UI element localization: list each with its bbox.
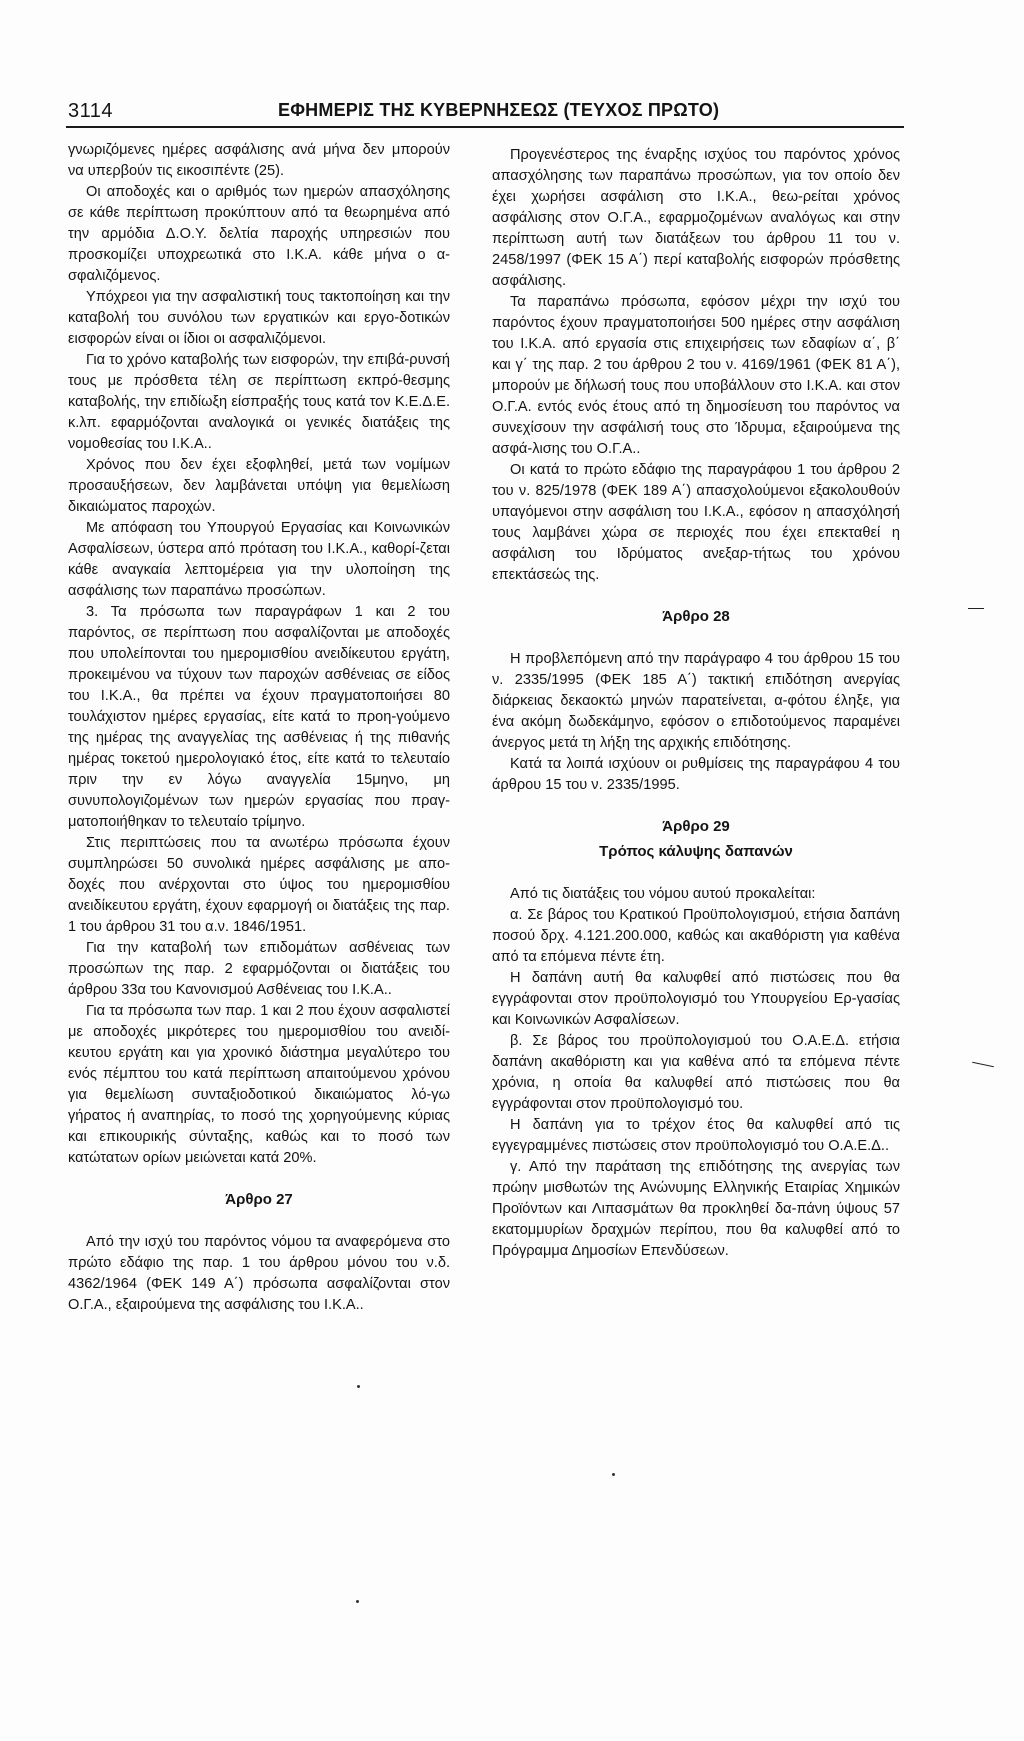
- paragraph: Η δαπάνη αυτή θα καλυφθεί από πιστώσεις που θα εγγράφονται στον προϋπολογισμό του Υπουργείου Ερ-γασίας και Κοινωνικών Ασφαλίσεων.: [492, 970, 900, 1028]
- paragraph: Με απόφαση του Υπουργού Εργασίας και Κοινωνικών Ασφαλίσεων, ύστερα από πρόταση του Ι.Κ.Α., καθορί-ζεται κάθε αναγκαία λεπτομέρεια για την υλοποίηση της ασφάλισης των παραπάνω προσώπων.: [68, 520, 450, 599]
- header-rule: [66, 126, 904, 128]
- margin-mark: [968, 608, 984, 609]
- article-27-heading: Άρθρο 27: [225, 1191, 293, 1208]
- page-number: 3114: [68, 100, 114, 122]
- article-28-heading: Άρθρο 28: [662, 608, 730, 625]
- paragraph: Οι αποδοχές και ο αριθμός των ημερών απασχόλησης σε κάθε περίπτωση προκύπτουν από τα θεωρημένα από την αρμόδια Δ.Ο.Υ. δελτία παροχής υπηρεσιών που προσκομίζει υποχρεωτικά στο Ι.Κ.Α. κάθε μήνα ο α-σφαλιζόμενος.: [68, 184, 450, 284]
- paragraph: Από την ισχύ του παρόντος νόμου τα αναφερόμενα στο πρώτο εδάφιο της παρ. 1 του άρθρου μόνου του ν.δ. 4362/1964 (ΦΕΚ 149 Α΄) πρόσωπα ασφαλίζονται στον Ο.Γ.Α., εξαιρούμενα της ασφάλισης του Ι.Κ.Α..: [68, 1234, 450, 1313]
- paragraph: γ. Από την παράταση της επιδότησης της ανεργίας των πρώην μισθωτών της Ανώνυμης Ελληνικής Εταιρίας Χημικών Προϊόντων και Λιπασμάτων θα προκληθεί δα-πάνη ύψους 57 εκατομμυρίων δραχμών περίπου, που θα καλυφθεί από το Πρόγραμμα Δημοσίων Επενδύσεων.: [492, 1159, 900, 1259]
- paragraph: Τα παραπάνω πρόσωπα, εφόσον μέχρι την ισχύ του παρόντος έχουν πραγματοποιήσει 500 ημέρες στην ασφάλιση του Ι.Κ.Α. από εργασία στις επιχειρήσεις των εδαφίων α΄, β΄ και γ΄ της παρ. 2 του άρθρου 2 του ν. 4169/1961 (ΦΕΚ 81 Α΄), μπορούν με δήλωσή τους που υποβάλλουν στο Ι.Κ.Α. και στον Ο.Γ.Α. εντός ενός έτους από τη δημοσίευση του παρόντος να συνεχίσουν την ασφάλισή τους στο Ίδρυμα, εξαιρούμενα της ασφά-λισης του Ο.Γ.Α..: [492, 294, 900, 457]
- paragraph: Υπόχρεοι για την ασφαλιστική τους τακτοποίηση και την καταβολή του συνόλου των εργατικών και εργο-δοτικών εισφορών είναι οι ίδιοι οι ασφαλιζόμενοι.: [68, 289, 450, 347]
- page-header: [68, 100, 900, 126]
- paragraph: Για τα πρόσωπα των παρ. 1 και 2 που έχουν ασφαλιστεί με αποδοχές μικρότερες του ημερομισθίου του ανειδί-κευτου εργάτη και για χρονικό διάστημα μεγαλύτερο του ενός πέμπτου του κατά περίπτωση απαιτούμενου χρόνου για θεμελίωση συνταξιοδοτικού δικαιώματος λό-γω γήρατος ή αναπηρίας, το ποσό της χορηγούμενης κύριας και επικουρικής σύνταξης, καθώς και το ποσό των κατώτατων ορίων μειώνεται κατά 20%.: [68, 1003, 450, 1166]
- article-29-title: Τρόπος κάλυψης δαπανών: [599, 843, 793, 860]
- right-column: [492, 145, 900, 1262]
- left-column: [68, 140, 450, 1316]
- running-title: ΕΦΗΜΕΡΙΣ ΤΗΣ ΚΥΒΕΡΝΗΣΕΩΣ (ΤΕΥΧΟΣ ΠΡΩΤΟ): [278, 100, 720, 120]
- paragraph: Για το χρόνο καταβολής των εισφορών, την επιβά-ρυνσή τους με πρόσθετα τέλη σε περίπτωση εκπρό-θεσμης καταβολής, την επιδίωξη είσπραξής τους κατά τον Κ.Ε.Δ.Ε. κ.λπ. εφαρμόζονται αναλογικά οι γενικές διατάξεις της νομοθεσίας του Ι.Κ.Α..: [68, 352, 450, 452]
- scan-speck: [357, 1385, 360, 1388]
- paragraph: γνωριζόμενες ημέρες ασφάλισης ανά μήνα δεν μπορούν να υπερβούν τις εικοσιπέντε (25).: [68, 142, 450, 179]
- paragraph: Κατά τα λοιπά ισχύουν οι ρυθμίσεις της παραγράφου 4 του άρθρου 15 του ν. 2335/1995.: [492, 756, 900, 793]
- paragraph: β. Σε βάρος του προϋπολογισμού του Ο.Α.Ε.Δ. ετήσια δαπάνη ακαθόριστη και για καθένα από τα επόμενα πέντε χρόνια, η οποία θα καλυφθεί από πιστώσεις που θα εγγράφονται στον προϋπολογισμό του.: [492, 1033, 900, 1112]
- paragraph: Η δαπάνη για το τρέχον έτος θα καλυφθεί από τις εγγεγραμμένες πιστώσεις στον προϋπολογισμό του Ο.Α.Ε.Δ..: [492, 1117, 900, 1154]
- scan-speck: [356, 1600, 359, 1603]
- paragraph: Οι κατά το πρώτο εδάφιο της παραγράφου 1 του άρθρου 2 του ν. 825/1978 (ΦΕΚ 189 Α΄) απασχολούμενοι εξακολουθούν υπαγόμενοι στην ασφάλιση του Ι.Κ.Α., εφόσον η απασχόλησή τους λαμβάνει χώρα σε περιοχές που έχει επεκταθεί η ασφάλιση του Ιδρύματος ανεξαρ-τήτως του χρόνου επεκτάσεώς της.: [492, 462, 900, 583]
- scan-speck: [612, 1473, 615, 1476]
- paragraph: Από τις διατάξεις του νόμου αυτού προκαλείται:: [510, 886, 816, 902]
- article-29-heading: Άρθρο 29: [662, 818, 730, 835]
- paragraph: Χρόνος που δεν έχει εξοφληθεί, μετά των νομίμων προσαυξήσεων, δεν λαμβάνεται υπόψη για θεμελίωση δικαιώματος παροχών.: [68, 457, 450, 515]
- paragraph: Η προβλεπόμενη από την παράγραφο 4 του άρθρου 15 του ν. 2335/1995 (ΦΕΚ 185 Α΄) τακτική επιδότηση ανεργίας διάρκειας δεκαοκτώ μηνών παρατείνεται, α-φότου έληξε, για ένα ακόμη δωδεκάμηνο, εφόσον ο επιδοτούμενος παραμένει άνεργος μετά τη λήξη της αρχικής επιδότησης.: [492, 651, 900, 751]
- paragraph: 3. Τα πρόσωπα των παραγράφων 1 και 2 του παρόντος, σε περίπτωση που ασφαλίζονται με αποδοχές που υπολείπονται του ημερομισθίου ανειδίκευτου εργάτη, προκειμένου να τύχουν των παροχών ασθένειας σε είδος του Ι.Κ.Α., θα πρέπει να έχουν πραγματοποιήσει 80 τουλάχιστον ημέρες εργασίας, είτε κατά το προη-γούμενο της ημέρας της αναγγελίας της ασθένειας ή της πιθανής ημέρας τοκετού ημερολογιακό έτος, είτε κατά το τελευταίο πριν την εν λόγω αναγγελία 15μηνο, μη συνυπολογιζομένων των ημερών εργασίας που πραγ-ματοποιήθηκαν το τελευταίο τρίμηνο.: [68, 604, 450, 830]
- paragraph: Στις περιπτώσεις που τα ανωτέρω πρόσωπα έχουν συμπληρώσει 50 συνολικά ημέρες ασφάλισης με απο-δοχές που ανέρχονται στο ύψος του ημερομισθίου ανειδίκευτου εργάτη, έχουν εφαρμογή οι διατάξεις της παρ. 1 του άρθρου 31 του α.ν. 1846/1951.: [68, 835, 450, 935]
- paragraph: Για την καταβολή των επιδομάτων ασθένειας των προσώπων της παρ. 2 εφαρμόζονται οι διατάξεις του άρθρου 33α του Κανονισμού Ασθένειας του Ι.Κ.Α..: [68, 940, 450, 998]
- margin-mark: [972, 1062, 994, 1068]
- paragraph: Προγενέστερος της έναρξης ισχύος του παρόντος χρόνος απασχόλησης των παραπάνω προσώπων, για τον οποίο δεν έχει χωρήσει ασφάλιση στο Ι.Κ.Α., θεω-ρείται χρόνος ασφάλισης στον Ο.Γ.Α., εφαρμοζομένων αναλόγως και στην περίπτωση αυτή των διατάξεων του άρθρου 11 του ν. 2458/1997 (ΦΕΚ 15 Α΄) περί καταβολής εισφορών πρόσθετης ασφάλισης.: [492, 147, 900, 289]
- paragraph: α. Σε βάρος του Κρατικού Προϋπολογισμού, ετήσια δαπάνη ποσού δρχ. 4.121.200.000, καθώς και ακαθόριστη για καθένα από τα επόμενα πέντε έτη.: [492, 907, 900, 965]
